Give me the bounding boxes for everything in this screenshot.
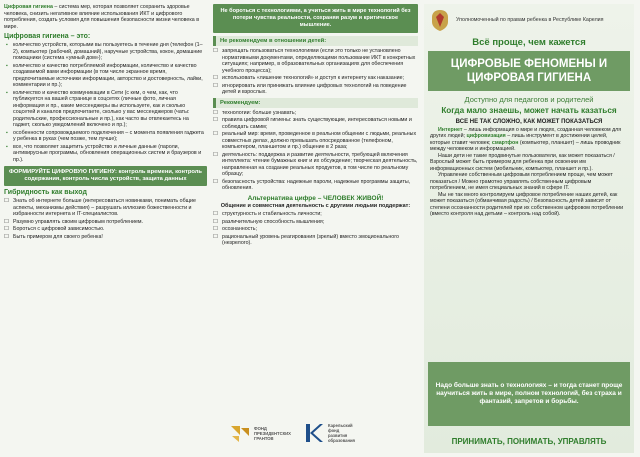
- closing-message: Надо больше знать о технологиях – и тогда станет проще научиться жить в мире, полном технологий, без страха и фантазий, запретов и борьбы.: [428, 362, 630, 426]
- logo-line: ГРАНТОВ: [254, 435, 274, 441]
- paragraph-children: Наши дети не такие продвинутые пользователи, как может показаться / Взрослый может быть примером для ребенка при освоении им информационных систем (мобильник, компьютер, планшет и пр.).: [430, 152, 615, 172]
- presidential-grants-emblem-icon: [229, 422, 251, 444]
- paragraph-control: Мы не так много контролируем цифровое потребление наших детей, как может показаться (обманчивая радость) / Безопасность детей зависит от степени осознанности родителей при их собственном цифровом потреблении (вместо контроля над детьми – контроль над собой).: [430, 191, 624, 217]
- hybridity-list: [4, 198, 207, 240]
- intro-text: – система мер, которая позволяет сохранить здоровье человека, снизить негативное влияние использования ИКТ и цифрового потребления, создать условия для повышения безопасности жизни человека в мире.: [4, 4, 200, 30]
- column-right: [424, 4, 634, 453]
- brochure-title: ЦИФРОВЫЕ ФЕНОМЕНЫ И ЦИФРОВАЯ ГИГИЕНА: [428, 51, 630, 91]
- list-item: ☐ Разумно управлять своим цифровым потреблением.: [13, 219, 207, 226]
- column-middle: [213, 4, 418, 453]
- list-item: ☐ Знать об интернете больше (интересоваться новинками, понимать общие аспекты, механизмы действия) – разрушать иллюзию божественности и избранности интернета и IT-специалистов.: [13, 198, 207, 218]
- logo-line: фонд: [327, 428, 340, 433]
- alternative-heading: Альтернатива цифре – ЧЕЛОВЕК ЖИВОЙ!: [247, 194, 384, 202]
- logo-line: образования: [327, 438, 355, 443]
- list-item: ▪ количество устройств, которыми вы пользуетесь в течение дня (телефон (1–2), компьютер (рабочий, домашний), наручные устройства, кокон, домашние помощники (система «умный дом»);: [13, 42, 207, 62]
- recommended-heading: Рекомендуем:: [213, 98, 418, 108]
- sponsor-logos: [213, 413, 418, 453]
- list-item: ☐ технологии: больше узнавать;: [222, 110, 418, 117]
- slogan: Всё проще, чем кажется: [472, 37, 586, 48]
- audience-subtitle: Доступно для педагогов и родителей: [464, 95, 594, 104]
- section-title: ВСЕ НЕ ТАК СЛОЖНО, КАК МОЖЕТ ПОКАЗАТЬСЯ: [455, 118, 603, 125]
- body-text: [424, 127, 634, 218]
- digital-hygiene-list: [4, 42, 207, 163]
- column-left: [4, 4, 207, 453]
- list-item: ▪ особенности сопровождаемого подключения – с момента появления гаджета у ребенка в руках (чем позже, тем лучше);: [13, 130, 207, 143]
- ombudsman-header: [424, 4, 634, 35]
- final-slogan: ПРИНИМАТЬ, ПОНИМАТЬ, УПРАВЛЯТЬ: [451, 437, 607, 446]
- not-recommended-heading: Не рекомендуем в отношении детей:: [213, 36, 418, 46]
- list-item: ▪ количество и качество коммуникации в Сети (с кем, о чем, как, что публикуется на вашей странице в соцсетях (личные фото, личная информация и пр., какие мессенджеры вы используете, как и сколько соцсетей и каналов предпочитаете, сколько у вас мессенджеров (чаты: родительские, профессиональные и пр.), как часто вы отвлекаетесь на гаджет, сколько уведомлений включено и пр.);: [13, 90, 207, 129]
- paragraph-management: Управление собственным цифровым потреблением проще, чем может показаться / Можно грамотно управлять собственным цифровым потреблением, не имея специальных знаний в сфере IT.: [430, 172, 613, 191]
- logo-line: Карельский: [327, 423, 353, 428]
- logo-line: ФОНД: [254, 425, 267, 431]
- list-item: ☐ игнорировать или принижать влияние цифровых технологий на поведение детей и взрослых.: [222, 83, 418, 96]
- alternative-subheading: Общение и совместная деятельность с другими людьми поддержат:: [220, 202, 411, 209]
- hybridity-heading: Гибридность как выход: [4, 189, 87, 196]
- recommended-list: [213, 110, 418, 192]
- technology-banner: Не бороться с технологиями, а учиться жить в мире технологий без потери чувства реальности, сохраняя разум и критическое мышление.: [213, 4, 418, 33]
- presidential-grants-logo: [229, 422, 291, 444]
- karelian-fund-logo: [303, 422, 355, 444]
- logo-line: развития: [327, 433, 348, 438]
- list-item: ▪ все, что позволяет защитить устройство и личные данные (пароли, антивирусные программы, обновления операционных систем и браузеров и пр.).: [13, 144, 207, 164]
- list-item: ☐ запрещать пользоваться технологиями (если это только не установлено нормативными документами, определяющими пользование ИКТ в конкретных ситуациях; например, в образовательных организациях для обеспечения учебного процесса);: [222, 48, 418, 74]
- alternative-list: [213, 211, 418, 247]
- list-item: ☐ рациональный уровень реагирования (зрелый) вместо эмоционального (незрелого).: [222, 234, 418, 247]
- intro-paragraph: [4, 4, 207, 30]
- logo-line: ПРЕЗИДЕНТСКИХ: [254, 430, 291, 436]
- digital-hygiene-heading: Цифровая гигиена – это:: [4, 33, 91, 40]
- list-item: ☐ осознанность;: [222, 226, 418, 233]
- intro-term: Цифровая гигиена: [4, 4, 53, 10]
- list-item: ☐ использовать «лишение технологий» и доступ к интернету как наказание;: [222, 75, 418, 82]
- list-item: ☐ структурность и стабильность личности;: [222, 211, 418, 218]
- coat-of-arms-icon: [429, 8, 451, 32]
- paragraph-internet: Интернет – лишь информация о мире и людях, созданная человеком для других людей; цифровизация – лишь инструмент в достижении целей, которые ставит человек; смартфон (компьютер, планшет) – лишь проводник между человеком и информацией.: [430, 126, 622, 152]
- list-item: ☐ правила цифровой гигиены: знать существующие, интересоваться новыми и соблюдать самим;: [222, 117, 418, 130]
- list-item: ☐ различительную способность мышления;: [222, 219, 418, 226]
- tagline: Когда мало знаешь, может начать казаться: [441, 106, 617, 115]
- not-recommended-list: [213, 48, 418, 96]
- list-item: ☐ Быть примером для своего ребенка!: [13, 234, 207, 241]
- form-hygiene-banner: ФОРМИРУЙТЕ ЦИФРОВУЮ ГИГИЕНУ: контроль времени, контроль содержания, контроль числа устройств, защита данных: [4, 166, 207, 186]
- list-item: ☐ безопасность устройства: надежные пароли, надежные программы защиты, обновления.: [222, 179, 418, 192]
- list-item: ☐ реальный мир: время, проведенное в реальном общении с людьми, реальных совместных делах, должно превышать опосредованное (телефоном, компьютером, планшетом и пр.) общение в 2 раза;: [222, 131, 418, 151]
- list-item: ☐ деятельность: поддержка и развитие деятельности, требующей включения интеллекта: чтение бумажных книг и их обсуждение; творческая деятельность, направленная на создание реальных продуктов, в том числе по реальному образцу;: [222, 152, 418, 178]
- list-item: ▪ количество и качество потребляемой информации, количество и качество создаваемой вами информации (в том числе экранное время, предпочитаемые источники информации, авторство и достоверность, лайки, комментарии и пр.);: [13, 63, 207, 89]
- karelian-fund-k-icon: [303, 422, 325, 444]
- ombudsman-title: Уполномоченный по правам ребенка в Республике Карелия: [456, 16, 604, 23]
- list-item: ☐ Бороться с цифровой зависимостью.: [13, 226, 207, 233]
